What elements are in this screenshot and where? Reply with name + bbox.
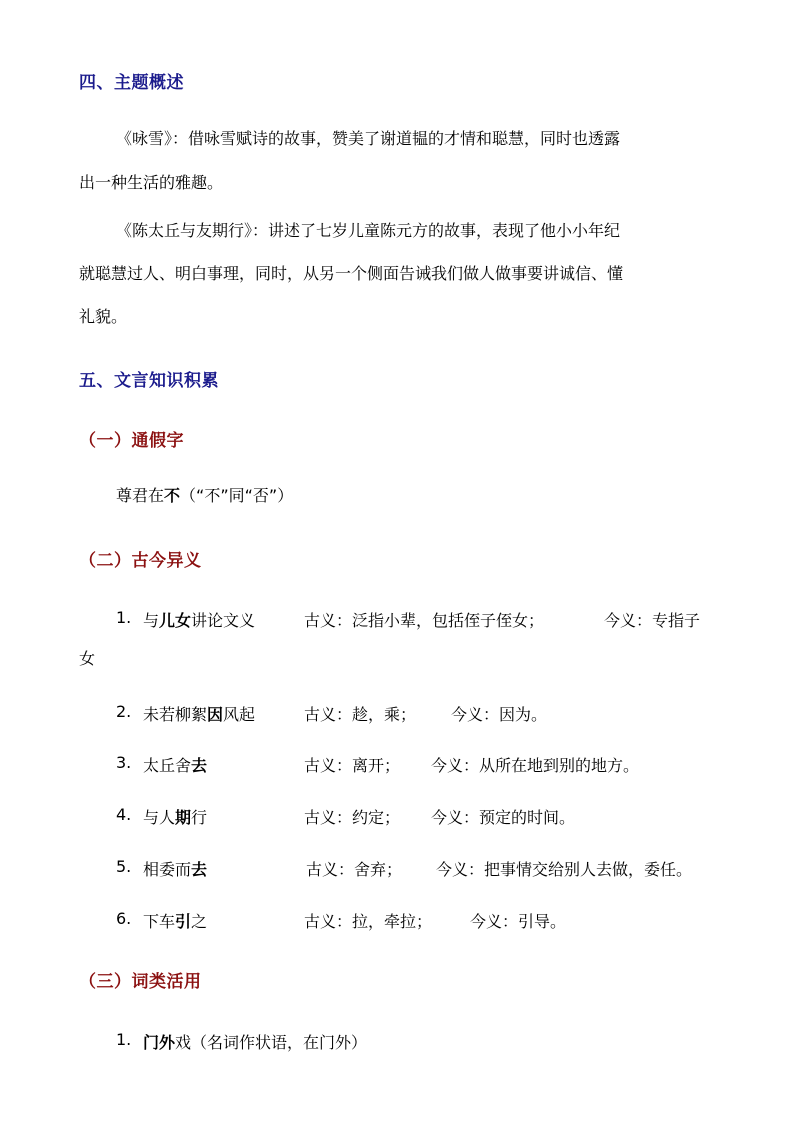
item-number: 2. bbox=[116, 702, 132, 721]
list-item bbox=[0, 702, 794, 722]
item-modern-meaning: 今义：因为。 bbox=[451, 705, 548, 724]
subheading-tongjiazi: （一）通假字 bbox=[79, 431, 184, 451]
item-phrase: 相委而去 bbox=[143, 860, 208, 879]
item-modern-meaning: 今义：专指子 bbox=[604, 611, 701, 630]
item-number: 5. bbox=[116, 857, 132, 876]
item-modern-meaning: 今义：从所在地到别的地方。 bbox=[431, 756, 640, 775]
item-phrase: 下车引之 bbox=[143, 912, 208, 931]
item-ancient-meaning: 古义：约定； bbox=[304, 808, 401, 827]
item-phrase: 未若柳絮因风起 bbox=[143, 705, 256, 724]
list-item bbox=[0, 608, 794, 628]
item-ancient-meaning: 古义：泛指小辈，包括侄子侄女； bbox=[304, 611, 545, 630]
item-ancient-meaning: 古义：舍弃； bbox=[306, 860, 403, 879]
item-modern-meaning: 今义：预定的时间。 bbox=[431, 808, 576, 827]
list-item bbox=[0, 857, 794, 877]
paragraph-chentaiqiu-line3: 礼貌。 bbox=[79, 307, 128, 326]
paragraph-chentaiqiu-line2: 就聪慧过人、明白事理，同时，从另一个侧面告诫我们做人做事要讲诚信、懂 bbox=[79, 264, 624, 283]
example-note: （“不”同“否”） bbox=[180, 486, 294, 505]
paragraph-chentaiqiu-line1: 《陈太丘与友期行》：讲述了七岁儿童陈元方的故事，表现了他小小年纪 bbox=[116, 221, 621, 240]
item-phrase: 门外戏（名词作状语，在门外） bbox=[143, 1033, 368, 1052]
item-number: 6. bbox=[116, 909, 132, 928]
example-keyword: 不 bbox=[164, 486, 181, 505]
item-modern-meaning: 今义：引导。 bbox=[470, 912, 567, 931]
item-number: 1. bbox=[116, 1030, 132, 1049]
item-phrase: 太丘舍去 bbox=[143, 756, 208, 775]
item-ancient-meaning: 古义：离开； bbox=[304, 756, 401, 775]
item-number: 3. bbox=[116, 753, 132, 772]
paragraph-yongxue-line2: 出一种生活的雅趣。 bbox=[79, 173, 224, 192]
item-number: 1. bbox=[116, 608, 132, 627]
example-text: 尊君在 bbox=[116, 486, 165, 505]
list-item bbox=[0, 753, 794, 773]
subheading-gujinyiyi: （二）古今异义 bbox=[79, 551, 202, 571]
list-item bbox=[0, 909, 794, 929]
item-number: 4. bbox=[116, 805, 132, 824]
list-item bbox=[0, 1030, 794, 1050]
item-phrase: 与人期行 bbox=[143, 808, 208, 827]
item-modern-meaning: 今义：把事情交给别人去做，委任。 bbox=[436, 860, 693, 879]
item-phrase: 与儿女讲论文义 bbox=[143, 611, 256, 630]
list-item bbox=[0, 805, 794, 825]
item-ancient-meaning: 古义：拉，牵拉； bbox=[304, 912, 433, 931]
section-heading-theme: 四、主题概述 bbox=[79, 73, 184, 93]
section-heading-classical: 五、文言知识积累 bbox=[79, 371, 219, 391]
subheading-cileihuoyong: （三）词类活用 bbox=[79, 972, 202, 992]
paragraph-yongxue-line1: 《咏雪》：借咏雪赋诗的故事，赞美了谢道韫的才情和聪慧，同时也透露 bbox=[116, 129, 621, 148]
tongjiazi-example bbox=[116, 488, 293, 504]
item-continuation: 女 bbox=[79, 649, 96, 668]
item-ancient-meaning: 古义：趁，乘； bbox=[304, 705, 417, 724]
